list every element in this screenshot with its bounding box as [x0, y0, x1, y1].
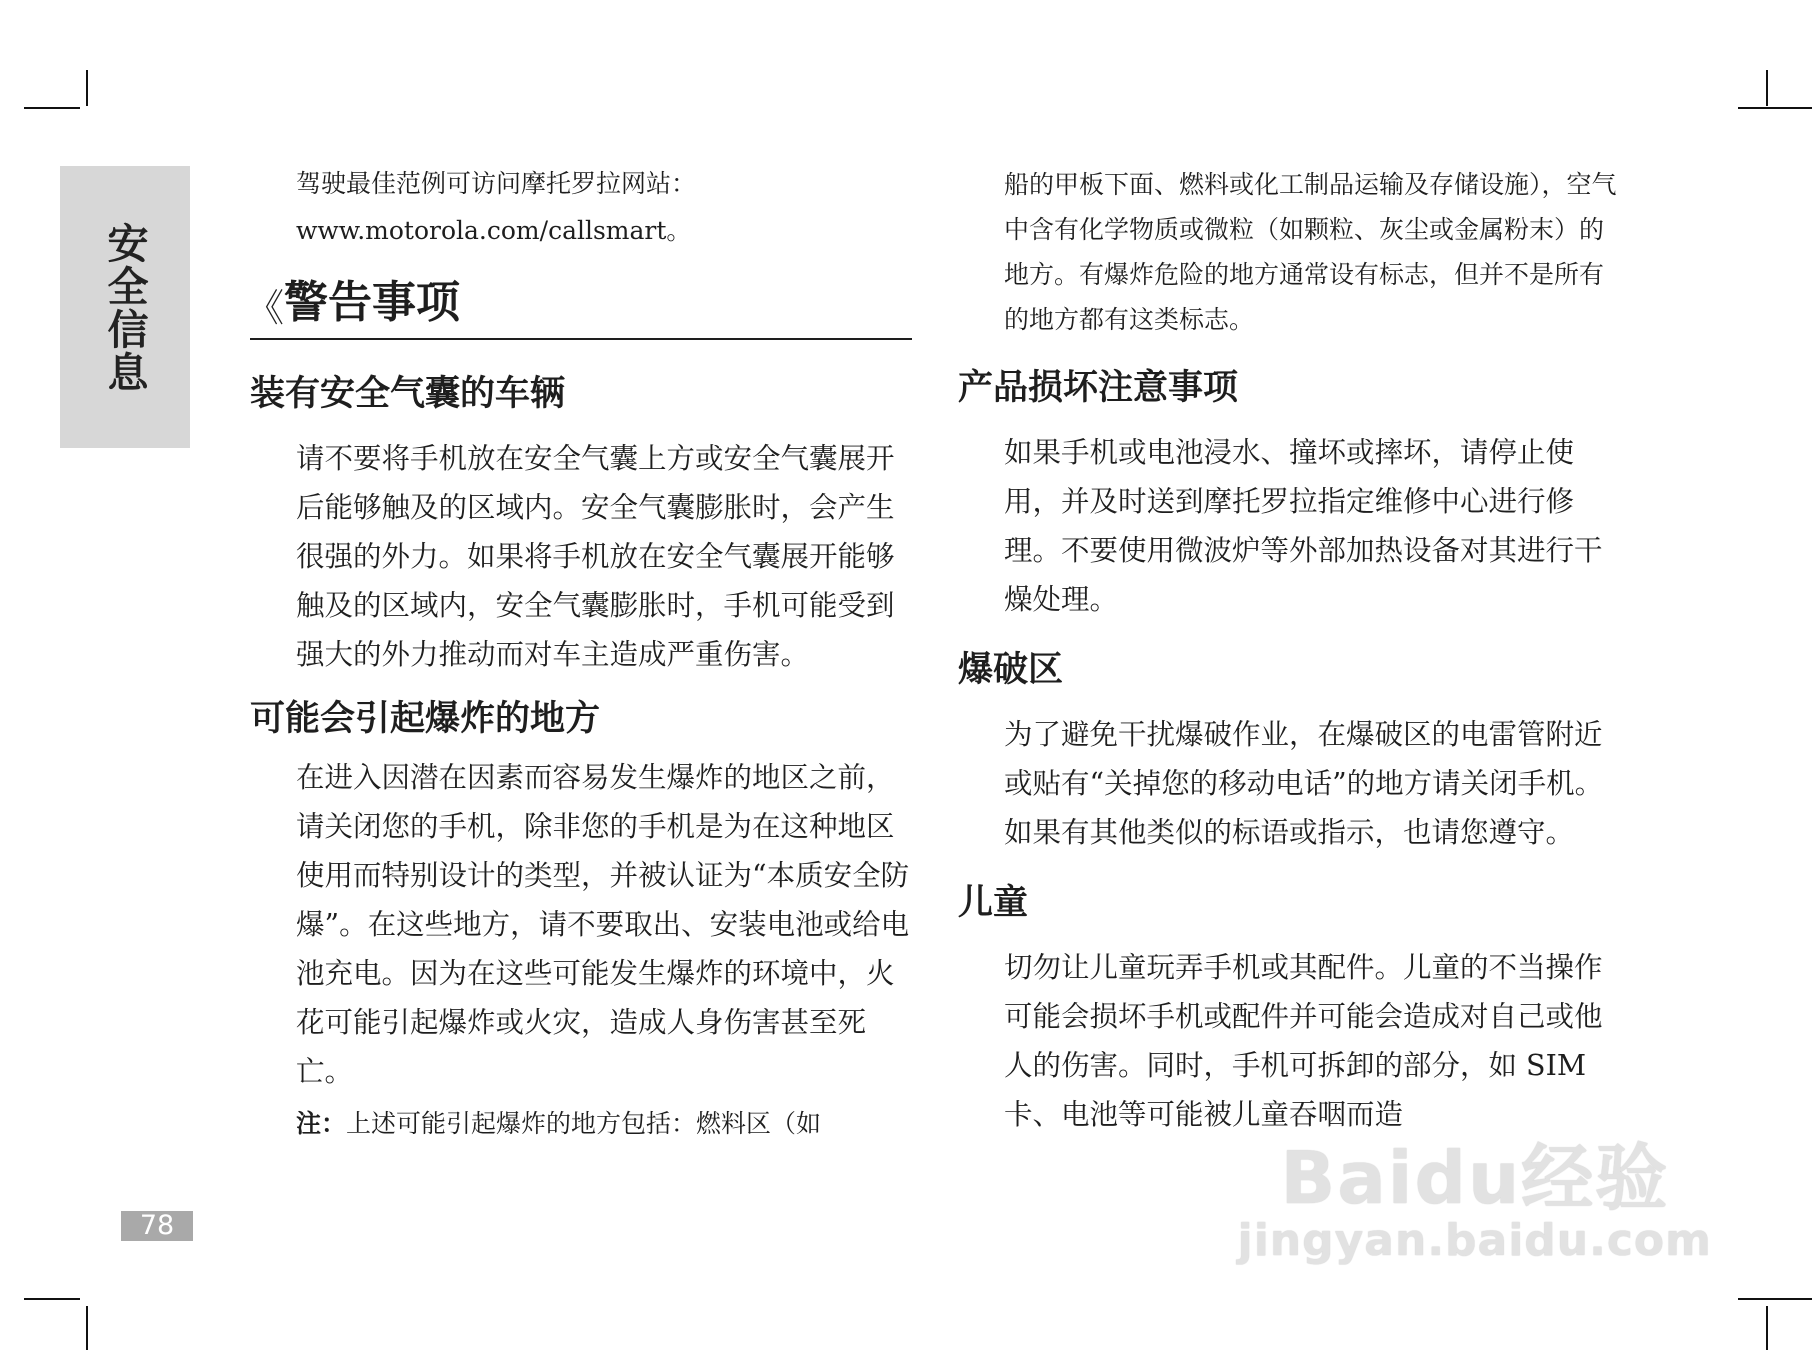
side-tab [60, 166, 190, 448]
page-number: 78 [121, 1211, 193, 1241]
note-label: 注： [296, 1109, 347, 1138]
watermark-logo: Baidu经验 [1280, 1136, 1670, 1220]
section-heading: 装有安全气囊的车辆 [250, 374, 566, 414]
note-text: 上述可能引起爆炸的地方包括：燃料区（如 [346, 1109, 822, 1138]
warning-header [246, 274, 912, 340]
section-product-damage [958, 364, 1622, 624]
watermark-url: jingyan.baidu.com [1237, 1215, 1712, 1266]
section-body: 为了避免干扰爆破作业，在爆破区的电雷管附近或贴有“关掉您的移动电话”的地方请关闭手机。如果有其他类似的标语或指示，也请您遵守。 [1004, 718, 1604, 849]
note-continuation: 船的甲板下面、燃料或化工制品运输及存储设施），空气中含有化学物质或微粒（如颗粒、灰尘或金属粉末）的地方。有爆炸危险的地方通常设有标志，但并不是所有的地方都有这类标志。 [1004, 170, 1617, 334]
section-explosive-areas [250, 695, 915, 1096]
warning-title: 警告事项 [284, 277, 460, 328]
crop-mark [24, 107, 80, 109]
baidu-watermark [1237, 1136, 1712, 1266]
intro-url: www.motorola.com/callsmart。 [296, 216, 692, 245]
crop-mark [1738, 1298, 1812, 1300]
section-body: 请不要将手机放在安全气囊上方或安全气囊展开后能够触及的区域内。安全气囊膨胀时，会产生很强的外力。如果将手机放在安全气囊展开能够触及的区域内，安全气囊膨胀时，手机可能受到强大的外力推动而对车主造成严重伤害。 [296, 442, 895, 671]
side-tab-label: 安全信息 [100, 222, 149, 394]
note [296, 1102, 910, 1146]
section-heading: 可能会引起爆炸的地方 [250, 699, 601, 739]
left-column [246, 160, 915, 1146]
section-body: 如果手机或电池浸水、撞坏或摔坏，请停止使用，并及时送到摩托罗拉指定维修中心进行修理。不要使用微波炉等外部加热设备对其进行干燥处理。 [1004, 436, 1603, 616]
section-heading: 爆破区 [958, 650, 1064, 690]
section-body: 切勿让儿童玩弄手机或其配件。儿童的不当操作可能会损坏手机或配件并可能会造成对自己或他人的伤害。同时，手机可拆卸的部分，如 SIM 卡、电池等可能被儿童吞咽而造 [1004, 951, 1603, 1131]
crop-mark [86, 70, 88, 106]
crop-mark [1766, 70, 1768, 106]
crop-mark [24, 1298, 80, 1300]
right-column [958, 160, 1622, 1139]
section-blasting-area [958, 646, 1622, 857]
crop-mark [86, 1306, 88, 1350]
section-children [958, 879, 1622, 1139]
crop-mark [1738, 107, 1812, 109]
section-airbag [250, 370, 915, 679]
section-body: 在进入因潜在因素而容易发生爆炸的地区之前，请关闭您的手机，除非您的手机是为在这种地区使用而特别设计的类型，并被认证为“本质安全防爆”。在这些地方，请不要取出、安装电池或给电池充电。因为在这些可能发生爆炸的环境中，火花可能引起爆炸或火灾，造成人身伤害甚至死亡。 [296, 761, 910, 1088]
chevron-left-icon: 《 [246, 286, 285, 330]
intro-line: 驾驶最佳范例可访问摩托罗拉网站： [296, 169, 697, 198]
section-heading: 儿童 [958, 883, 1029, 923]
intro-text [296, 160, 915, 254]
section-heading: 产品损坏注意事项 [958, 368, 1239, 408]
crop-mark [1766, 1306, 1768, 1350]
